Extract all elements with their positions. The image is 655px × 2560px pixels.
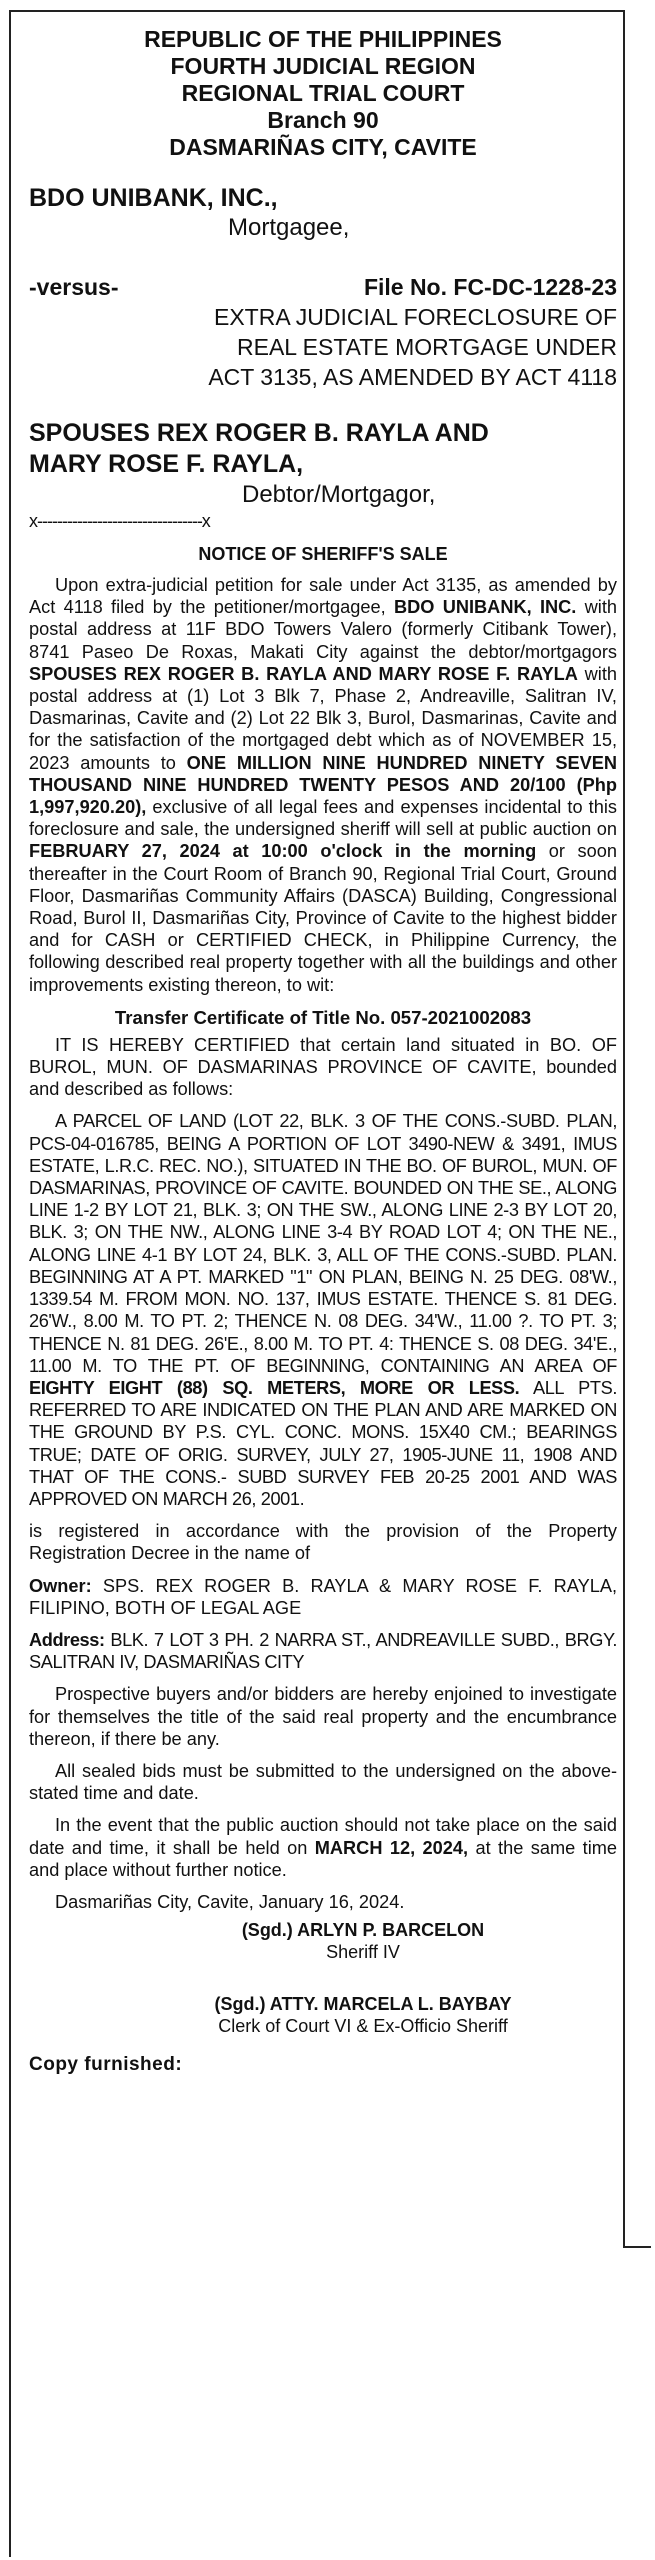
- column-divider-tick: [623, 2246, 651, 2248]
- paragraph-petition: Upon extra-judicial petition for sale under Act 3135, as amended by Act 4118 filed by the petitioner/mortgagee, BDO UNIBANK, INC. with postal address at 11F BDO Towers Valero (formerly Citibank Tower), 8741 Paseo De Roxas, Makati City against the debtor/mortgagors SPOUSES REX ROGER B. RAYLA AND MARY ROSE F. RAYLA with postal address at (1) Lot 3 Blk 7, Phase 2, Andreaville, Salitran IV, Dasmarinas, Cavite and (2) Lot 22 Blk 3, Burol, Dasmarinas, Cavite and for the satisfaction of the mortgaged debt which as of NOVEMBER 15, 2023 amounts to ONE MILLION NINE HUNDRED NINETY SEVEN THOUSAND NINE HUNDRED TWENTY PESOS AND 20/100 (Php 1,997,920.20), exclusive of all legal fees and expenses incidental to this foreclosure and sale, the undersigned sheriff will sell at public auction on FEBRUARY 27, 2024 at 10:00 o'clock in the morning or soon thereafter in the Court Room of Branch 90, Regional Trial Court, Ground Floor, Dasmariñas Community Affairs (DASCA) Building, Congressional Road, Burol II, Dasmariñas City, Province of Cavite to the highest bidder and for CASH or CERTIFIED CHECK, in Philippine Currency, the following described real property together with all the buildings and other improvements existing thereon, to wit:: [29, 575, 618, 995]
- paragraph-technical-description: A PARCEL OF LAND (LOT 22, BLK. 3 OF THE CONS.-SUBD. PLAN, PCS-04-016785, BEING A PORTION OF LOT 3490-NEW & 3491, IMUS ESTATE, L.R.C. REC. NO.), SITUATED IN THE BO. OF BUROL, MUN. OF DASMARINAS, PROVINCE OF CAVITE. BOUNDED ON THE SE., ALONG LINE 1-2 BY LOT 21, BLK. 3; ON THE SW., ALONG LINE 2-3 BY LOT 20, BLK. 3; ON THE NW., ALONG LINE 3-4 BY ROAD LOT 4; ON THE NE., ALONG LINE 4-1 BY LOT 24, BLK. 3, ALL OF THE CONS.-SUBD. PLAN. BEGINNING AT A PT. MARKED "1" ON PLAN, BEING N. 25 DEG. 08'W., 1339.54 M. FROM MON. NO. 137, IMUS ESTATE. THENCE S. 81 DEG. 26'W., 8.00 M. TO PT. 2; THENCE N. 08 DEG. 34'W., 11.00 ?. TO PT. 3; THENCE N. 81 DEG. 26'E., 8.00 M. TO PT. 4: THENCE S. 08 DEG. 34'E., 11.00 M. TO THE PT. OF BEGINNING, CONTAINING AN AREA OF EIGHTY EIGHT (88) SQ. METERS, MORE OR LESS. ALL PTS. REFERRED TO ARE INDICATED ON THE PLAN AND ARE MARKED ON THE GROUND BY P.S. CYL. CONC. MONS. 15X40 CM.; BEARINGS TRUE; DATE OF ORIG. SURVEY, JULY 27, 1905-JUNE 11, 1908 AND THAT OF THE CONS.- SUBD SURVEY FEB 20-25 2001 AND WAS APPROVED ON MARCH 26, 2001.: [29, 1111, 617, 1509]
- mortgagor-name-line-2: MARY ROSE F. RAYLA,: [29, 450, 304, 478]
- signature-clerk: [29, 1993, 617, 2037]
- tct-number: Transfer Certificate of Title No. 057-2021002083: [114, 1006, 532, 1028]
- header-line-1: REPUBLIC OF THE PHILIPPINES: [144, 26, 502, 52]
- case-title: [29, 302, 617, 392]
- paragraph-sealed-bids: All sealed bids must be submitted to the undersigned on the above-stated time and date.: [29, 1760, 617, 1804]
- column-divider: [623, 10, 625, 2248]
- paragraph-buyers: Prospective buyers and/or bidders are hereby enjoined to investigate for themselves the title of the said real property and the encumbrance thereon, if there be any.: [29, 1684, 617, 1749]
- owner-line: Owner: SPS. REX ROGER B. RAYLA & MARY ROSE F. RAYLA, FILIPINO, BOTH OF LEGAL AGE: [29, 1575, 617, 1618]
- header-line-4: Branch 90: [267, 107, 379, 133]
- header-line-3: REGIONAL TRIAL COURT: [181, 80, 465, 106]
- sheriff-title: Sheriff IV: [326, 1942, 400, 1963]
- caption-separator: x---------------------------------x: [29, 511, 210, 531]
- clerk-name: (Sgd.) ATTY. MARCELA L. BAYBAY: [214, 1994, 512, 2015]
- mortgagor-role: Debtor/Mortgagor,: [242, 481, 436, 508]
- mortgagee-name: BDO UNIBANK, INC.,: [29, 184, 278, 212]
- sheriff-name: (Sgd.) ARLYN P. BARCELON: [241, 1920, 485, 1941]
- clerk-title: Clerk of Court VI & Ex-Officio Sheriff: [218, 2016, 508, 2037]
- copy-furnished: Copy furnished:: [29, 2054, 183, 2076]
- versus-row: [29, 272, 617, 302]
- notice-title: NOTICE OF SHERIFF'S SALE: [198, 544, 448, 564]
- versus-label: -versus-: [29, 274, 119, 300]
- dateline: Dasmariñas City, Cavite, January 16, 2024.: [55, 1891, 405, 1912]
- header-line-2: FOURTH JUDICIAL REGION: [170, 53, 476, 79]
- court-header: [29, 26, 617, 161]
- paragraph-reschedule: In the event that the public auction should not take place on the said date and time, it shall be held on MARCH 12, 2024, at the same time and place without further notice.: [29, 1815, 617, 1880]
- paragraph-registration: is registered in accordance with the provision of the Property Registration Decree in the name of: [29, 1521, 617, 1564]
- mortgagor-name-line-1: SPOUSES REX ROGER B. RAYLA AND: [29, 419, 489, 447]
- signature-sheriff: [29, 1919, 617, 1963]
- address-line: Address: BLK. 7 LOT 3 PH. 2 NARRA ST., ANDREAVILLE SUBD., BRGY. SALITRAN IV, DASMARIÑAS CITY: [29, 1629, 617, 1673]
- case-title-line-3: ACT 3135, AS AMENDED BY ACT 4118: [208, 364, 617, 390]
- paragraph-certification: IT IS HEREBY CERTIFIED that certain land situated in BO. OF BUROL, MUN. OF DASMARINAS PROVINCE OF CAVITE, bounded and described as follows:: [29, 1034, 617, 1100]
- case-title-line-1: EXTRA JUDICIAL FORECLOSURE OF: [214, 304, 617, 330]
- notice-content: [29, 26, 617, 2077]
- mortgagee-role: Mortgagee,: [228, 214, 350, 241]
- file-number: File No. FC-DC-1228-23: [363, 274, 617, 300]
- case-title-line-2: REAL ESTATE MORTGAGE UNDER: [237, 334, 617, 360]
- header-line-5: DASMARIÑAS CITY, CAVITE: [169, 134, 477, 160]
